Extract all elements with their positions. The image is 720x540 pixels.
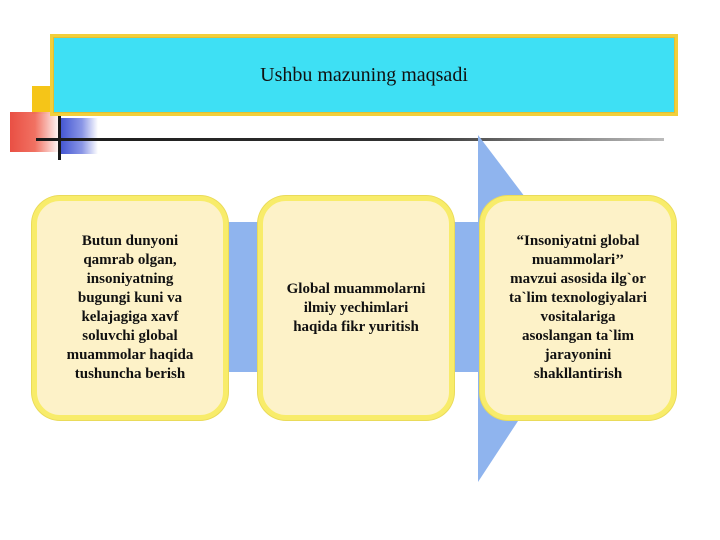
goal-card-2 <box>258 196 454 420</box>
goal-card-1 <box>32 196 228 420</box>
goal-card-3 <box>480 196 676 420</box>
goal-card-3-text: “Insoniyatni global muammolari’’ mavzui asosida ilg`or ta`lim texnologiyalari vositalariga asoslangan ta`lim jarayonini shakllantirish <box>509 233 647 382</box>
goal-card-1-text: Butun dunyoni qamrab olgan, insoniyatning bugungi kuni va kelajagiga xavf soluvchi global muammolar haqida tushuncha berish <box>66 233 194 382</box>
slide-title: Ushbu mazuning maqsadi <box>260 63 468 86</box>
goal-card-2-text: Global muammolarni ilmiy yechimlari haqida fikr yuritish <box>286 280 426 335</box>
